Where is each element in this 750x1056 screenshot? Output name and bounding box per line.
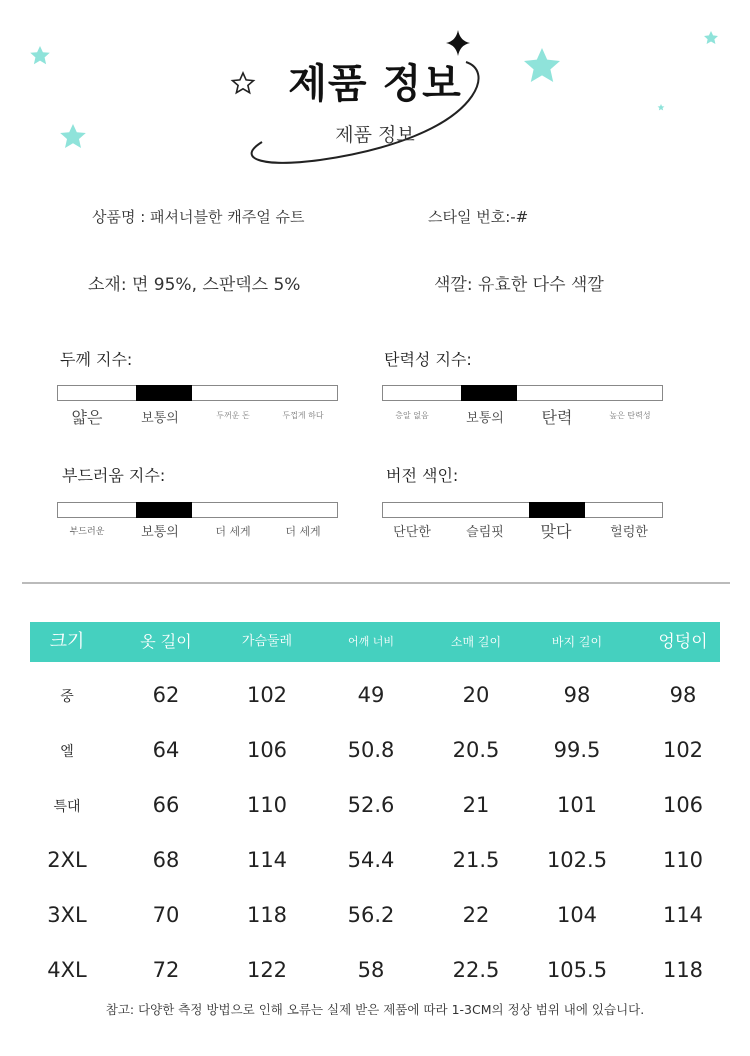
style-number: 스타일 번호:-# bbox=[428, 208, 529, 226]
table-cell: 49 bbox=[357, 683, 385, 707]
table-cell: 102 bbox=[662, 738, 704, 762]
color-info: 색깔: 유효한 다수 색깔 bbox=[434, 275, 604, 295]
table-cell: 98 bbox=[669, 683, 697, 707]
table-cell: 101 bbox=[556, 793, 598, 817]
elasticity-label: 보통의 bbox=[466, 411, 504, 426]
col-header-chest: 가슴둘레 bbox=[241, 634, 293, 649]
elasticity-index-title: 탄력성 지수: bbox=[384, 350, 472, 369]
table-cell: 58 bbox=[357, 958, 385, 982]
table-cell: 102 bbox=[246, 683, 288, 707]
star-icon bbox=[704, 31, 718, 44]
table-cell: 64 bbox=[152, 738, 180, 762]
product-name: 상품명 : 패셔너블한 캐주얼 슈트 bbox=[92, 208, 305, 226]
thickness-index-title: 두께 지수: bbox=[60, 350, 133, 369]
elasticity-label: 탄력 bbox=[541, 408, 573, 427]
table-cell: 110 bbox=[246, 793, 288, 817]
col-header-shoulder: 어깨 너비 bbox=[347, 635, 395, 648]
table-cell: 21 bbox=[462, 793, 490, 817]
table-cell: 68 bbox=[152, 848, 180, 872]
col-header-pants: 바지 길이 bbox=[551, 635, 603, 649]
size-cell: 3XL bbox=[47, 903, 87, 927]
table-cell: 98 bbox=[563, 683, 591, 707]
thickness-scale bbox=[57, 385, 338, 401]
fit-label: 단단한 bbox=[393, 525, 431, 540]
elasticity-label: 층알 없음 bbox=[395, 411, 429, 420]
table-cell: 122 bbox=[246, 958, 288, 982]
col-header-length: 옷 길이 bbox=[140, 632, 192, 651]
softness-label: 더 세게 bbox=[285, 525, 321, 538]
table-cell: 62 bbox=[152, 683, 180, 707]
thickness-label: 두껍게 하다 bbox=[282, 411, 324, 420]
table-cell: 105.5 bbox=[546, 958, 608, 982]
measurement-note: 참고: 다양한 측정 방법으로 인해 오류는 실제 받은 제품에 따라 1-3CM의 정상 범위 내에 있습니다. bbox=[105, 1002, 645, 1017]
table-cell: 99.5 bbox=[553, 738, 601, 762]
fit-label: 헐렁한 bbox=[610, 525, 648, 540]
table-cell: 54.4 bbox=[347, 848, 395, 872]
page-subtitle: 제품 정보 bbox=[335, 124, 415, 146]
table-cell: 104 bbox=[556, 903, 598, 927]
fit-index-title: 버전 색인: bbox=[386, 466, 459, 485]
elasticity-level-marker bbox=[461, 385, 517, 401]
size-cell: 2XL bbox=[47, 848, 87, 872]
thickness-label: 보통의 bbox=[141, 411, 179, 426]
table-cell: 52.6 bbox=[347, 793, 395, 817]
softness-level-marker bbox=[136, 502, 192, 518]
fit-level-marker bbox=[529, 502, 585, 518]
col-header-size: 크기 bbox=[49, 631, 85, 652]
fit-label: 맞다 bbox=[540, 522, 572, 541]
table-cell: 50.8 bbox=[347, 738, 395, 762]
table-cell: 72 bbox=[152, 958, 180, 982]
table-cell: 106 bbox=[662, 793, 704, 817]
col-header-hip: 엉덩이 bbox=[658, 632, 708, 652]
material: 소재: 면 95%, 스판덱스 5% bbox=[88, 275, 301, 295]
softness-index-title: 부드러움 지수: bbox=[62, 466, 166, 485]
size-cell: 4XL bbox=[47, 958, 87, 982]
elasticity-label: 높은 탄력성 bbox=[609, 411, 651, 420]
softness-label: 더 세게 bbox=[215, 525, 251, 538]
table-cell: 118 bbox=[246, 903, 288, 927]
softness-label: 보통의 bbox=[141, 525, 179, 540]
thickness-label: 얇은 bbox=[71, 408, 103, 427]
softness-scale bbox=[57, 502, 338, 518]
table-cell: 110 bbox=[662, 848, 704, 872]
table-cell: 22.5 bbox=[452, 958, 500, 982]
softness-label: 부드러운 bbox=[69, 527, 105, 537]
section-divider bbox=[22, 582, 730, 584]
table-cell: 20.5 bbox=[452, 738, 500, 762]
table-cell: 102.5 bbox=[546, 848, 608, 872]
size-cell: 특대 bbox=[53, 799, 81, 815]
table-cell: 114 bbox=[662, 903, 704, 927]
table-cell: 22 bbox=[462, 903, 490, 927]
fit-label: 슬림핏 bbox=[466, 525, 504, 540]
table-cell: 56.2 bbox=[347, 903, 395, 927]
table-cell: 70 bbox=[152, 903, 180, 927]
elasticity-scale bbox=[382, 385, 663, 401]
col-header-sleeve: 소매 길이 bbox=[450, 635, 502, 649]
thickness-level-marker bbox=[136, 385, 192, 401]
fit-scale bbox=[382, 502, 663, 518]
page-title: 제품 정보 bbox=[288, 61, 462, 107]
size-cell: 중 bbox=[60, 689, 74, 705]
table-cell: 21.5 bbox=[452, 848, 500, 872]
table-cell: 66 bbox=[152, 793, 180, 817]
size-cell: 엘 bbox=[60, 744, 74, 760]
table-cell: 118 bbox=[662, 958, 704, 982]
thickness-label: 두꺼운 돈 bbox=[216, 411, 250, 420]
table-cell: 114 bbox=[246, 848, 288, 872]
table-cell: 106 bbox=[246, 738, 288, 762]
table-cell: 20 bbox=[462, 683, 490, 707]
